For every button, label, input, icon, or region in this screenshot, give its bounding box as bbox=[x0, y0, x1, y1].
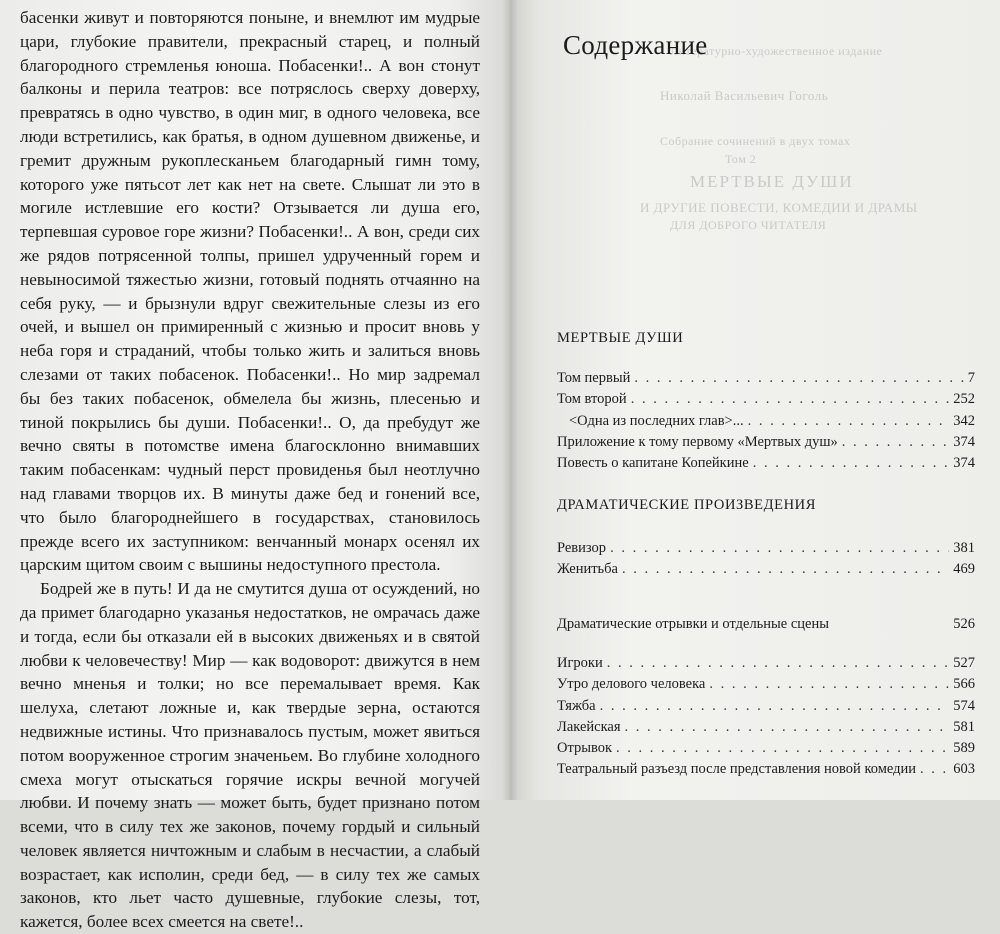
toc-section-title: ДРАМАТИЧЕСКИЕ ПРОИЗВЕДЕНИЯ bbox=[557, 497, 816, 513]
toc-entry[interactable] bbox=[557, 391, 975, 412]
toc-entry[interactable] bbox=[557, 455, 975, 476]
toc-entry-title: Театральный разъезд после представления новой комедии bbox=[557, 761, 917, 778]
toc-entry[interactable] bbox=[557, 676, 975, 697]
toc-entry-title: Том второй bbox=[557, 391, 627, 408]
toc-list bbox=[557, 616, 975, 637]
toc-entry[interactable] bbox=[557, 698, 975, 719]
toc-entry-page: 381 bbox=[953, 540, 975, 556]
toc-list bbox=[557, 540, 975, 583]
toc-entry-title: Отрывок bbox=[557, 740, 613, 757]
toc-entry-page: 7 bbox=[967, 370, 975, 386]
toc-dot-leader bbox=[920, 761, 949, 778]
show-through-text: МЕРТВЫЕ ДУШИ bbox=[690, 172, 854, 191]
toc-entry-page: 469 bbox=[953, 561, 975, 578]
toc-entry[interactable] bbox=[557, 719, 975, 740]
toc-entry-page: 589 bbox=[953, 740, 975, 757]
paragraph: Бодрей же в путь! И да не смутится душа от осуждений, но да примет благодарно указанья недостатков, не омрачась даже и тогда, если бы отказали ей в высоких движеньях и в святой любви к человечеству! Мир — как водоворот: движутся в нем вечно мненья и толки; но все перемалывает время. Как шелуха, слетают ложные и, как твердые зерна, остаются недвижные истины. Что признавалось пустым, может явиться потом вооруженное строгим значеньем. Во глубине холодного смеха могут отыскаться горячие искры вечной могучей любви. И почему знать — может быть, будет признано потом всеми, что в силу тех же законов, почему гордый и сильный человек является ничтожным и слабым в несчастии, а слабый возрастает, как исполин, среди бед, — в силу тех же самых законов, кто льет часто душевные, глубокие слезы, тот, кажется, более всех смеется на свете!.. bbox=[20, 579, 480, 932]
toc-entry-title: Ревизор bbox=[557, 540, 607, 556]
toc-entry-title: Женитьба bbox=[557, 561, 618, 578]
show-through-text: Литературно-художественное издание bbox=[670, 44, 883, 58]
toc-list bbox=[557, 655, 975, 783]
toc-dot-leader bbox=[610, 540, 949, 557]
show-through-text: ДЛЯ ДОБРОГО ЧИТАТЕЛЯ bbox=[670, 218, 827, 232]
toc-dot-leader bbox=[833, 616, 949, 633]
toc-entry-title: Повесть о капитане Копейкине bbox=[557, 455, 749, 472]
toc-entry-page: 252 bbox=[953, 391, 975, 408]
toc-entry-title: Утро делового человека bbox=[557, 676, 706, 693]
show-through-text: Том 2 bbox=[725, 152, 757, 166]
toc-entry-title: Том первый bbox=[557, 370, 631, 386]
show-through-text: И ДРУГИЕ ПОВЕСТИ, КОМЕДИИ И ДРАМЫ bbox=[640, 200, 918, 215]
toc-dot-leader bbox=[600, 698, 950, 715]
toc-entry[interactable] bbox=[557, 413, 975, 434]
toc-entry-page: 603 bbox=[953, 761, 975, 778]
toc-entry-page: 574 bbox=[953, 697, 975, 714]
toc-entry-page: 374 bbox=[953, 455, 975, 472]
toc-entry[interactable] bbox=[557, 616, 975, 637]
toc-list bbox=[557, 370, 975, 476]
toc-entry-title: <Одна из последних глав>... bbox=[569, 412, 744, 429]
show-through-text: Николай Васильевич Гоголь bbox=[660, 88, 829, 103]
toc-section-title: МЕРТВЫЕ ДУШИ bbox=[557, 330, 684, 346]
toc-dot-leader bbox=[625, 719, 950, 736]
paragraph: басенки живут и повторяются поныне, и внемлют им мудрые цари, глубокие правители, прекрасный старец, и полный благородного стремленья юноша. Побасенки!.. А вон стонут балконы и перила театров: все потряслось сверху доверху, превратясь в одно чувство, в один миг, в одного человека, все люди встретились, как братья, в одном душевном движенье, и гремит дружным рукоплесканьем благодарный гимн тому, которого уже пятьсот лет как нет на свете. Слышат ли это в могиле истлевшие его кости? Отзывается ли душа его, терпевшая суровое горе жизни? Побасенки!.. А вон, среди сих же рядов потрясенной толпы, пришел удрученный горем и невыносимой тяжестью жизни, готовый поднять отчаянно на себя руку, — и брызнули вдруг свежительные слезы из его очей, и вышел он примиренный с жизнью и просит вновь у неба горя и страданий, чтобы только жить и залиться вновь слезами от таких побасенок. Побасенки!.. Но мир задремал бы без таких побасенок, обмелела бы жизнь, плесенью и тиной покрылись бы души. Побасенки!.. О, да пребудут же вечно святы в потомстве имена благосклонно внимавших таким побасенкам: чудный перст провиденья был неотлучно над главами творцов их. В минуты даже бед и гонений все, что было благороднейшего в государствах, становилось прежде всего их заступником: венчанный монарх осенял их царским щитом своим с вышины недоступного престола. bbox=[20, 8, 480, 575]
toc-entry-title: Драматические отрывки и отдельные сцены bbox=[557, 616, 829, 632]
toc-entry[interactable] bbox=[557, 561, 975, 582]
show-through-text: Собрание сочинений в двух томах bbox=[660, 134, 851, 148]
book-gutter bbox=[502, 0, 518, 800]
toc-dot-leader bbox=[616, 740, 949, 757]
toc-entry-title: Приложение к тому первому «Мертвых душ» bbox=[557, 433, 838, 450]
toc-dot-leader bbox=[709, 676, 949, 693]
toc-entry-page: 581 bbox=[953, 718, 975, 735]
toc-dot-leader bbox=[842, 434, 949, 451]
toc-entry-title: Лакейская bbox=[557, 718, 621, 735]
toc-entry-title: Тяжба bbox=[557, 697, 596, 714]
toc-entry-page: 342 bbox=[953, 412, 975, 429]
toc-entry-page: 566 bbox=[953, 676, 975, 693]
toc-dot-leader bbox=[607, 655, 950, 672]
toc-entry[interactable] bbox=[557, 540, 975, 561]
toc-entry[interactable] bbox=[557, 434, 975, 455]
toc-entry-page: 526 bbox=[953, 616, 975, 632]
toc-dot-leader bbox=[622, 561, 949, 578]
toc-entry[interactable] bbox=[557, 370, 975, 391]
toc-dot-leader bbox=[631, 391, 950, 408]
toc-dot-leader bbox=[748, 413, 950, 430]
toc-dot-leader bbox=[753, 455, 950, 472]
left-page-text bbox=[20, 6, 480, 934]
toc-entry-page: 527 bbox=[953, 655, 975, 671]
toc-entry-title: Игроки bbox=[557, 655, 603, 671]
toc-entry-page: 374 bbox=[953, 433, 975, 450]
toc-heading: Содержание bbox=[563, 30, 708, 60]
toc-dot-leader bbox=[634, 370, 963, 387]
toc-entry[interactable] bbox=[557, 655, 975, 676]
toc-entry[interactable] bbox=[557, 740, 975, 761]
toc-entry[interactable] bbox=[557, 761, 975, 782]
